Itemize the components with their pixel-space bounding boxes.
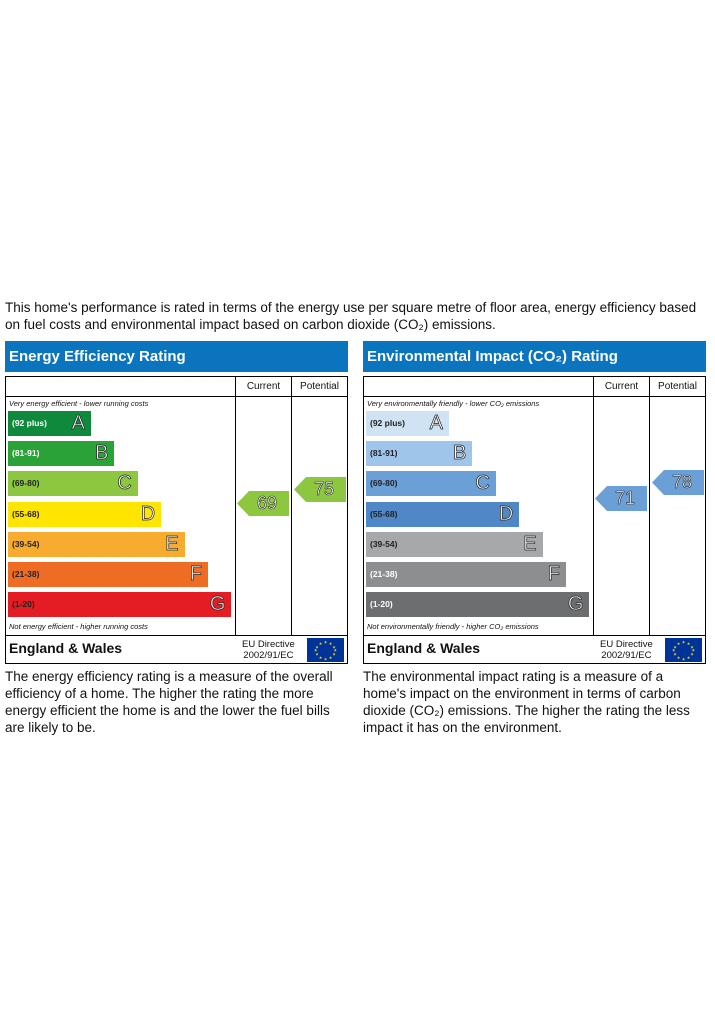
svg-text:★: ★ (676, 640, 681, 646)
eu-stars (665, 638, 702, 662)
eu-flag-icon (307, 638, 344, 662)
svg-text:★: ★ (332, 644, 336, 650)
svg-text:★: ★ (681, 639, 686, 645)
band-range-label: (55-68) (12, 508, 40, 519)
region-label: England & Wales (367, 640, 481, 656)
eu-stars (307, 638, 344, 662)
band-range-label: (21-38) (12, 569, 40, 579)
potential-column-header: Potential (658, 381, 697, 392)
band-letter: D (498, 502, 514, 525)
svg-text:★: ★ (332, 651, 336, 657)
rating-band-f (366, 562, 566, 587)
band-letter: E (165, 532, 179, 555)
svg-text:★: ★ (328, 655, 333, 660)
band-letter: F (547, 563, 560, 585)
header-divider (364, 396, 705, 397)
band-range-label: (81-91) (12, 448, 40, 459)
column-divider (235, 377, 236, 635)
current-column-header: Current (246, 381, 281, 392)
rating-band-c (366, 471, 496, 496)
svg-text:★: ★ (686, 655, 691, 660)
svg-text:★: ★ (313, 647, 318, 653)
current-rating-arrow-value: 69 (256, 493, 278, 514)
rating-band-b (366, 441, 472, 466)
rating-band-e (366, 532, 543, 557)
svg-text:★: ★ (318, 655, 323, 660)
band-range-label: (92 plus) (370, 418, 405, 428)
energy-efficiency-chart (5, 376, 348, 664)
eu-directive (242, 639, 295, 661)
band-letter: A (71, 412, 85, 434)
energy-efficiency-panel (5, 341, 348, 664)
band-range-label: (39-54) (370, 538, 398, 549)
rating-band-f (8, 562, 208, 587)
svg-text:★: ★ (318, 640, 323, 646)
band-range-label: (21-38) (370, 569, 398, 579)
band-letter: E (523, 532, 537, 555)
potential-rating-arrow (652, 470, 704, 495)
band-range-label: (1-20) (12, 599, 35, 610)
column-divider (291, 377, 292, 635)
region-label: England & Wales (9, 640, 123, 656)
band-range-label: (1-20) (370, 599, 393, 610)
band-letter: C (117, 472, 132, 495)
eu-directive-line2: 2002/91/EC (243, 650, 294, 661)
rating-band-d (8, 502, 161, 527)
intro-text: This home's performance is rated in terms of the energy use per square metre of floor area, energy efficiency based on fuel costs and environmental impact based on carbon dioxide (CO₂) emissions. (5, 300, 697, 332)
current-rating-arrow-value: 71 (614, 488, 636, 509)
eu-directive-line1: EU Directive (600, 639, 653, 650)
chart-footer (364, 636, 705, 663)
rating-band-g (8, 592, 231, 617)
band-letter: F (189, 563, 202, 585)
rating-band-e (8, 532, 185, 557)
environmental-impact-chart (363, 376, 706, 664)
rating-band-g (366, 592, 589, 617)
band-range-label: (69-80) (12, 478, 40, 489)
band-letter: D (140, 502, 156, 525)
svg-text:★: ★ (681, 656, 686, 662)
svg-text:★: ★ (315, 651, 319, 657)
energy-efficiency-description: The energy efficiency rating is a measure of the overall efficiency of a home. The higher the rating the more energy efficient the home is and the lower the fuel bills are likely to be. (5, 669, 333, 735)
bottom-note: Not environmentally friendly - higher CO₂ emissions (367, 622, 539, 631)
svg-text:★: ★ (690, 651, 694, 657)
svg-text:★: ★ (690, 644, 694, 650)
top-note: Very environmentally friendly - lower CO₂ emissions (367, 399, 540, 408)
rating-band-c (8, 471, 138, 496)
rating-band-a (8, 411, 91, 436)
svg-text:★: ★ (671, 647, 676, 653)
svg-text:★: ★ (333, 647, 338, 653)
rating-band-d (366, 502, 519, 527)
band-letter: A (429, 412, 443, 434)
potential-rating-arrow-value: 75 (313, 479, 335, 500)
eu-directive (600, 639, 653, 661)
svg-text:★: ★ (676, 655, 681, 660)
band-letter: G (567, 593, 584, 616)
band-letter: C (475, 472, 490, 495)
svg-text:★: ★ (691, 647, 696, 653)
current-column-header: Current (604, 381, 639, 392)
svg-text:★: ★ (673, 644, 677, 650)
top-note: Very energy efficient - lower running costs (9, 399, 149, 408)
environmental-impact-title: Environmental Impact (CO₂) Rating (363, 341, 706, 372)
band-letter: G (209, 593, 226, 616)
eu-flag-icon (665, 638, 702, 662)
band-letter: B (95, 442, 109, 465)
rating-band-a (366, 411, 449, 436)
svg-text:★: ★ (315, 644, 319, 650)
band-letter: B (453, 442, 467, 465)
potential-rating-arrow (294, 477, 346, 502)
band-range-label: (39-54) (12, 538, 40, 549)
environmental-impact-description: The environmental impact rating is a measure of a home's impact on the environment in terms of carbon dioxide (CO₂) emissions. The higher the rating the less impact it has on the environment. (363, 669, 690, 735)
current-rating-arrow (595, 486, 647, 511)
band-range-label: (81-91) (370, 448, 398, 459)
svg-text:★: ★ (323, 639, 328, 645)
band-range-label: (55-68) (370, 508, 398, 519)
eu-directive-line2: 2002/91/EC (601, 650, 652, 661)
band-range-label: (92 plus) (12, 418, 47, 428)
svg-text:★: ★ (328, 640, 333, 646)
current-rating-arrow (237, 491, 289, 516)
band-range-label: (69-80) (370, 478, 398, 489)
header-divider (6, 396, 347, 397)
column-divider (649, 377, 650, 635)
energy-efficiency-title: Energy Efficiency Rating (5, 341, 348, 372)
column-divider (593, 377, 594, 635)
svg-text:★: ★ (686, 640, 691, 646)
bottom-note: Not energy efficient - higher running costs (9, 622, 148, 631)
eu-directive-line1: EU Directive (242, 639, 295, 650)
rating-band-b (8, 441, 114, 466)
svg-text:★: ★ (673, 651, 677, 657)
chart-footer (6, 636, 347, 663)
environmental-impact-panel (363, 341, 706, 664)
svg-text:★: ★ (323, 656, 328, 662)
potential-rating-arrow-value: 78 (671, 472, 693, 493)
potential-column-header: Potential (300, 381, 339, 392)
